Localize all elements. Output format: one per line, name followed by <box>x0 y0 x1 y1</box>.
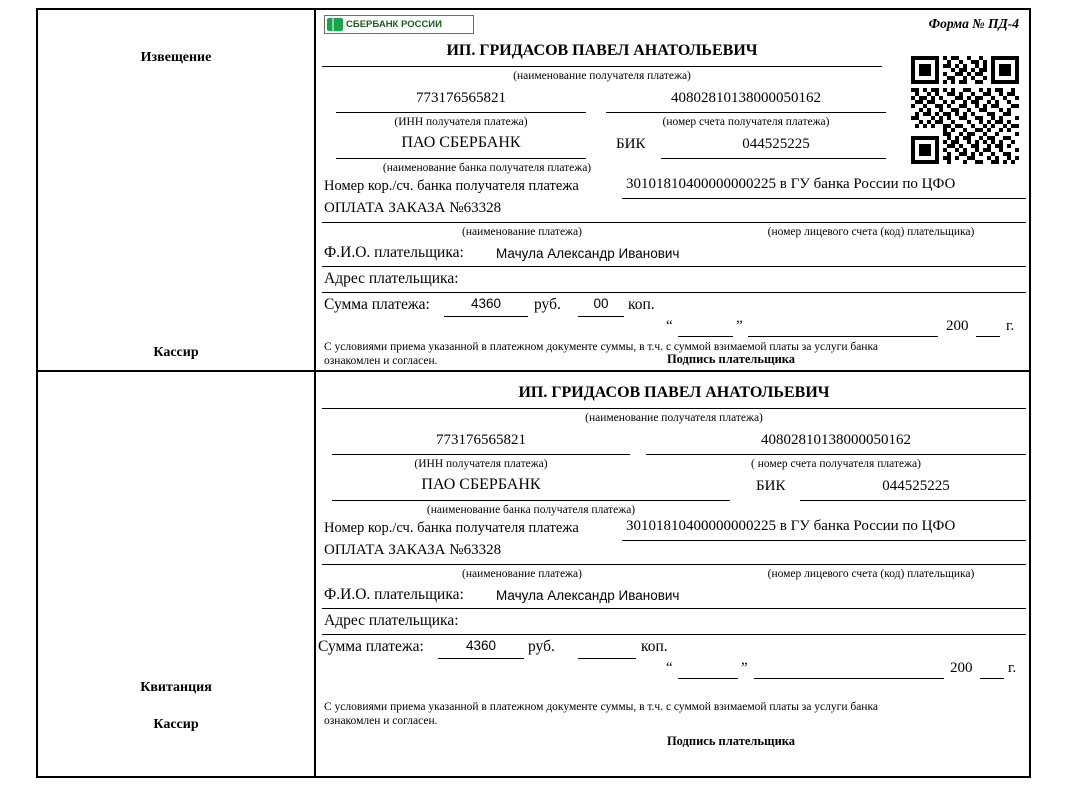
year-prefix-bottom: 200 <box>950 660 973 676</box>
payer-fio-underline-bottom <box>322 608 1026 609</box>
sum-rub-value-top: 4360 <box>470 296 502 311</box>
rub-label-top: руб. <box>534 296 561 313</box>
corr-label-bottom: Номер кор./сч. банка получателя платежа <box>324 520 579 536</box>
corr-value-bottom: 30101810400000000225 в ГУ банка России по ЦФО <box>626 518 956 534</box>
label-notice: Извещение <box>140 50 212 65</box>
caption-inn-bottom: (ИНН получателя платежа) <box>414 458 548 470</box>
form-number: Форма № ПД-4 <box>928 16 1019 31</box>
corr-value-top: 30101810400000000225 в ГУ банка России по ЦФО <box>626 176 956 192</box>
caption-personal-account-bottom: (номер лицевого счета (код) плательщика) <box>767 568 975 580</box>
conditions-line2-top: ознакомлен и согласен. <box>324 355 438 367</box>
account-value-bottom: 40802810138000050162 <box>761 432 911 448</box>
sum-kop-underline-top <box>578 316 624 317</box>
caption-payment-name-top: (наименование платежа) <box>462 226 582 238</box>
conditions-line1-bottom: С условиями приема указанной в платежном документе суммы, в т.ч. с суммой взимаемой платы за услуги банка <box>324 701 878 713</box>
year-prefix-top: 200 <box>946 318 969 334</box>
date-quote-close-bottom: ” <box>741 660 748 676</box>
corr-label-top: Номер кор./сч. банка получателя платежа <box>324 178 579 194</box>
kop-label-bottom: коп. <box>641 638 668 655</box>
caption-personal-account-top: (номер лицевого счета (код) плательщика) <box>767 226 975 238</box>
inn-underline-top <box>336 112 586 113</box>
recipient-name-underline-bottom <box>322 408 1026 409</box>
sum-label-top: Сумма платежа: <box>324 296 430 313</box>
payer-fio-label-bottom: Ф.И.О. плательщика: <box>324 586 464 603</box>
caption-inn-top: (ИНН получателя платежа) <box>394 116 528 128</box>
bank-name-value-bottom: ПАО СБЕРБАНК <box>421 476 541 493</box>
sum-rub-value-bottom: 4360 <box>465 638 497 653</box>
account-value-top: 40802810138000050162 <box>671 90 821 106</box>
payment-name-underline-bottom <box>322 564 1026 565</box>
payer-fio-value-bottom: Мачула Александр Иванович <box>496 588 680 603</box>
caption-recipient-name-bottom: (наименование получателя платежа) <box>585 412 763 424</box>
signature-label-top: Подпись плательщика <box>666 352 796 366</box>
label-receipt: Квитанция <box>140 680 212 695</box>
payer-address-label-bottom: Адрес плательщика: <box>324 612 459 629</box>
rub-label-bottom: руб. <box>528 638 555 655</box>
bik-underline-top <box>661 158 886 159</box>
bank-name-underline-top <box>336 158 586 159</box>
notice-left-column <box>38 10 316 370</box>
caption-account-top: (номер счета получателя платежа) <box>662 116 830 128</box>
caption-payment-name-bottom: (наименование платежа) <box>462 568 582 580</box>
payment-name-value-bottom: ОПЛАТА ЗАКАЗА №63328 <box>324 542 502 558</box>
date-month-underline-top <box>748 336 938 337</box>
year-suffix-top: г. <box>1006 318 1015 334</box>
date-day-underline-top <box>678 336 733 337</box>
signature-label-bottom: Подпись плательщика <box>666 734 796 748</box>
bank-name-value-top: ПАО СБЕРБАНК <box>401 134 521 151</box>
date-quote-close-top: ” <box>736 318 743 334</box>
notice-right-column <box>316 10 1029 370</box>
caption-recipient-name-top: (наименование получателя платежа) <box>513 70 691 82</box>
sum-kop-underline-bottom <box>578 658 636 659</box>
bik-value-bottom: 044525225 <box>882 478 950 494</box>
sum-kop-value-top: 00 <box>593 296 609 311</box>
receipt-section <box>38 372 1029 776</box>
payment-form <box>36 8 1031 778</box>
payer-address-underline-top <box>322 292 1026 293</box>
receipt-right-column <box>316 372 1029 776</box>
recipient-name-top: ИП. ГРИДАСОВ ПАВЕЛ АНАТОЛЬЕВИЧ <box>446 42 758 59</box>
inn-value-bottom: 773176565821 <box>436 432 526 448</box>
sberbank-logo-mark <box>327 18 343 31</box>
date-day-underline-bottom <box>678 678 738 679</box>
payment-name-value-top: ОПЛАТА ЗАКАЗА №63328 <box>324 200 502 216</box>
account-underline-top <box>606 112 886 113</box>
conditions-line1-top: С условиями приема указанной в платежном документе суммы, в т.ч. с суммой взимаемой платы за услуги банка <box>324 341 878 353</box>
account-underline-bottom <box>646 454 1026 455</box>
corr-underline-top <box>622 198 1026 199</box>
label-cashier-top: Кассир <box>153 345 199 360</box>
payer-fio-underline-top <box>322 266 1026 267</box>
payer-fio-value-top: Мачула Александр Иванович <box>496 246 680 261</box>
sberbank-logo-text: СБЕРБАНК РОССИИ <box>346 19 442 30</box>
payer-fio-label-top: Ф.И.О. плательщика: <box>324 244 464 261</box>
qr-code-icon <box>911 56 1019 164</box>
label-cashier-bottom: Кассир <box>153 717 199 732</box>
notice-section <box>38 10 1029 372</box>
payer-address-label-top: Адрес плательщика: <box>324 270 459 287</box>
payer-address-underline-bottom <box>322 634 1026 635</box>
date-quote-open-top: “ <box>666 318 673 334</box>
sum-rub-underline-bottom <box>438 658 524 659</box>
year-suffix-bottom: г. <box>1008 660 1017 676</box>
corr-underline-bottom <box>622 540 1026 541</box>
year-underline-bottom <box>980 678 1004 679</box>
bik-value-top: 044525225 <box>742 136 810 152</box>
caption-bank-name-bottom: (наименование банка получателя платежа) <box>426 504 636 516</box>
bik-underline-bottom <box>800 500 1026 501</box>
date-quote-open-bottom: “ <box>666 660 673 676</box>
sum-label-bottom: Сумма платежа: <box>318 638 424 655</box>
receipt-left-column <box>38 372 316 776</box>
bik-label-top: БИК <box>616 136 646 152</box>
year-underline-top <box>976 336 1000 337</box>
inn-underline-bottom <box>332 454 630 455</box>
caption-account-bottom: ( номер счета получателя платежа) <box>751 458 921 470</box>
inn-value-top: 773176565821 <box>416 90 506 106</box>
payment-name-underline-top <box>322 222 1026 223</box>
bank-name-underline-bottom <box>332 500 730 501</box>
kop-label-top: коп. <box>628 296 655 313</box>
sum-rub-underline-top <box>444 316 528 317</box>
date-month-underline-bottom <box>754 678 944 679</box>
bik-label-bottom: БИК <box>756 478 786 494</box>
caption-bank-name-top: (наименование банка получателя платежа) <box>382 162 592 174</box>
sberbank-logo <box>324 15 474 34</box>
recipient-name-underline-top <box>322 66 882 67</box>
recipient-name-bottom: ИП. ГРИДАСОВ ПАВЕЛ АНАТОЛЬЕВИЧ <box>518 384 830 401</box>
conditions-line2-bottom: ознакомлен и согласен. <box>324 715 438 727</box>
